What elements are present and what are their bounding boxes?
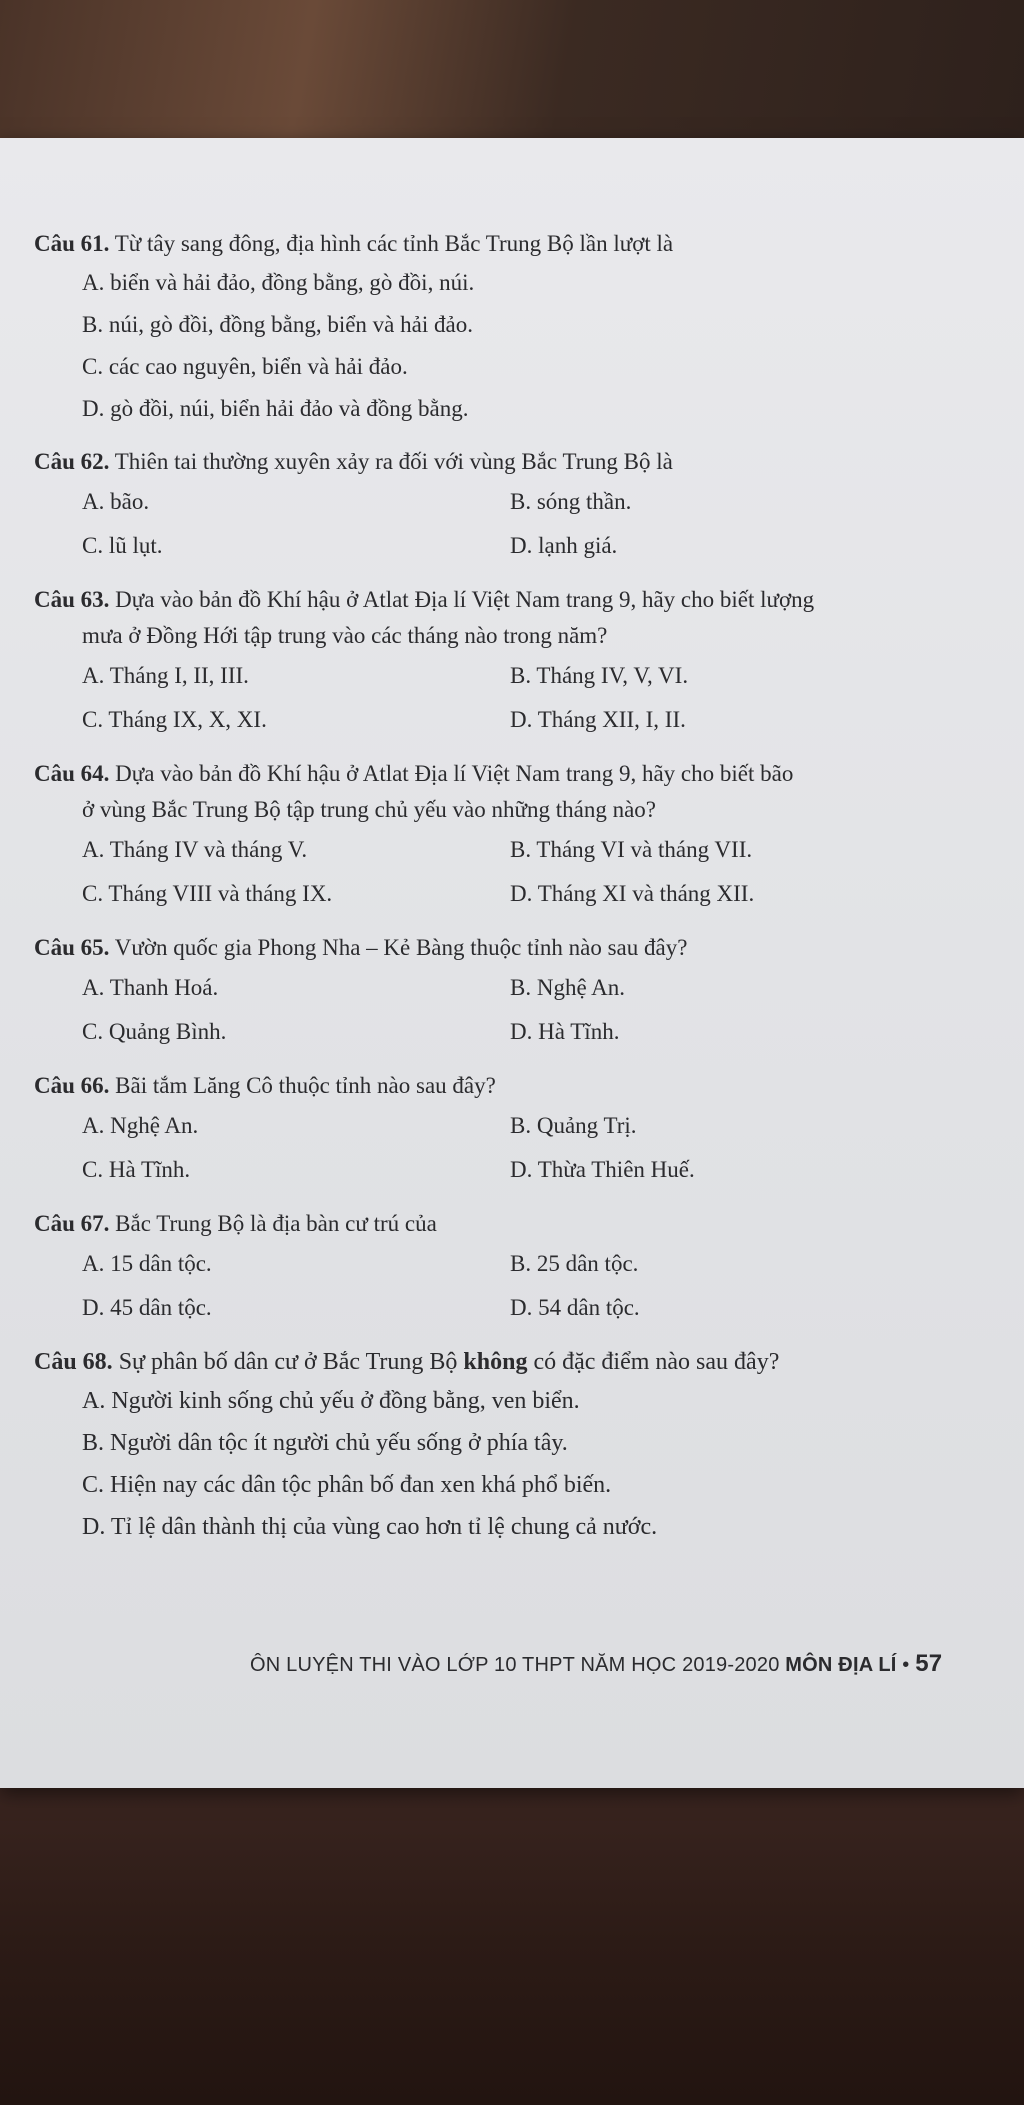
question-text-continued: mưa ở Đồng Hới tập trung vào các tháng nào trong năm? bbox=[82, 623, 608, 648]
option-a: A. bão. bbox=[82, 489, 150, 514]
option-d: D. Tháng XI và tháng XII. bbox=[510, 881, 755, 906]
question-66 bbox=[34, 1068, 994, 1192]
wooden-table-bottom bbox=[0, 1780, 1024, 2105]
question-text-end: có đặc điểm nào sau đây? bbox=[527, 1349, 780, 1375]
question-text: Bãi tắm Lăng Cô thuộc tỉnh nào sau đây? bbox=[109, 1073, 496, 1098]
option-c: C. Hiện nay các dân tộc phân bố đan xen khá phổ biến. bbox=[82, 1472, 612, 1498]
question-label: Câu 66. bbox=[34, 1073, 110, 1098]
question-stem bbox=[34, 1068, 994, 1104]
question-label: Câu 68. bbox=[34, 1349, 113, 1375]
option-d: D. Tháng XII, I, II. bbox=[510, 707, 686, 732]
option-b: B. Tháng IV, V, VI. bbox=[510, 663, 689, 688]
option-b: B. Tháng VI và tháng VII. bbox=[510, 837, 753, 862]
question-stem bbox=[34, 1344, 994, 1380]
question-label: Câu 63. bbox=[34, 587, 110, 612]
question-62 bbox=[34, 444, 994, 568]
option-d: D. Hà Tĩnh. bbox=[510, 1019, 620, 1044]
question-text: Sự phân bố dân cư ở Bắc Trung Bộ bbox=[112, 1349, 464, 1375]
question-text: Từ tây sang đông, địa hình các tỉnh Bắc Trung Bộ lần lượt là bbox=[109, 231, 674, 256]
question-stem bbox=[34, 444, 994, 480]
option-d: D. Thừa Thiên Huế. bbox=[510, 1157, 695, 1182]
option-b: B. Người dân tộc ít người chủ yếu sống ở phía tây. bbox=[82, 1430, 568, 1456]
question-label: Câu 67. bbox=[34, 1211, 110, 1236]
page-footer bbox=[250, 1650, 1000, 1678]
question-67 bbox=[34, 1206, 994, 1330]
question-stem bbox=[34, 930, 994, 966]
footer-bullet: • bbox=[896, 1654, 916, 1676]
options-grid bbox=[34, 654, 994, 742]
question-label: Câu 64. bbox=[34, 761, 110, 786]
question-64 bbox=[34, 756, 994, 916]
question-stem bbox=[34, 226, 994, 262]
option-d: D. gò đồi, núi, biển hải đảo và đồng bằng. bbox=[82, 396, 469, 421]
options-grid bbox=[34, 1104, 994, 1192]
question-stem bbox=[34, 582, 994, 618]
option-d-first: D. 45 dân tộc. bbox=[82, 1295, 212, 1320]
option-c: C. Tháng IX, X, XI. bbox=[82, 707, 267, 732]
options-grid bbox=[34, 480, 994, 568]
question-label: Câu 62. bbox=[34, 449, 110, 474]
option-c: C. Tháng VIII và tháng IX. bbox=[82, 881, 333, 906]
book-page bbox=[0, 138, 1024, 1788]
options-grid bbox=[34, 966, 994, 1054]
option-b: B. Quảng Trị. bbox=[510, 1113, 637, 1138]
footer-title: ÔN LUYỆN THI VÀO LỚP 10 THPT NĂM HỌC 2019-2020 bbox=[250, 1654, 786, 1676]
page-number: 57 bbox=[915, 1650, 943, 1677]
question-text: Thiên tai thường xuyên xảy ra đối với vùng Bắc Trung Bộ là bbox=[109, 449, 673, 474]
option-b: B. sóng thần. bbox=[510, 489, 632, 514]
question-text: Dựa vào bản đồ Khí hậu ở Atlat Địa lí Việt Nam trang 9, hãy cho biết bão bbox=[109, 761, 794, 786]
option-a: A. Tháng IV và tháng V. bbox=[82, 837, 308, 862]
option-c: C. Hà Tĩnh. bbox=[82, 1157, 191, 1182]
question-label: Câu 65. bbox=[34, 935, 110, 960]
questions-list bbox=[34, 226, 994, 1562]
question-stem bbox=[34, 756, 994, 792]
question-text: Vườn quốc gia Phong Nha – Kẻ Bàng thuộc tỉnh nào sau đây? bbox=[109, 935, 688, 960]
option-b: B. 25 dân tộc. bbox=[510, 1251, 639, 1276]
option-d: D. Tỉ lệ dân thành thị của vùng cao hơn tỉ lệ chung cả nước. bbox=[82, 1514, 658, 1540]
option-a: A. 15 dân tộc. bbox=[82, 1251, 212, 1276]
option-b: B. núi, gò đồi, đồng bằng, biển và hải đảo. bbox=[82, 312, 473, 337]
question-63 bbox=[34, 582, 994, 742]
option-b: B. Nghệ An. bbox=[510, 975, 625, 1000]
question-emphasis: không bbox=[463, 1349, 528, 1375]
option-a: A. biển và hải đảo, đồng bằng, gò đồi, núi. bbox=[82, 270, 475, 295]
options-grid bbox=[34, 1242, 994, 1330]
option-a: A. Thanh Hoá. bbox=[82, 975, 219, 1000]
options-grid bbox=[34, 828, 994, 916]
question-61 bbox=[34, 226, 994, 430]
question-stem bbox=[34, 1206, 994, 1242]
option-c: C. Quảng Bình. bbox=[82, 1019, 227, 1044]
option-d: D. lạnh giá. bbox=[510, 533, 618, 558]
option-d-second: D. 54 dân tộc. bbox=[510, 1295, 640, 1320]
option-a: A. Tháng I, II, III. bbox=[82, 663, 249, 688]
wooden-table-top bbox=[0, 0, 1024, 150]
question-text: Bắc Trung Bộ là địa bàn cư trú của bbox=[109, 1211, 437, 1236]
option-c: C. các cao nguyên, biển và hải đảo. bbox=[82, 354, 408, 379]
question-65 bbox=[34, 930, 994, 1054]
question-text-continued: ở vùng Bắc Trung Bộ tập trung chủ yếu vào những tháng nào? bbox=[82, 797, 657, 822]
option-a: A. Người kinh sống chủ yếu ở đồng bằng, ven biển. bbox=[82, 1388, 580, 1414]
option-c: C. lũ lụt. bbox=[82, 533, 163, 558]
question-68 bbox=[34, 1344, 994, 1548]
question-label: Câu 61. bbox=[34, 231, 110, 256]
question-text: Dựa vào bản đồ Khí hậu ở Atlat Địa lí Việt Nam trang 9, hãy cho biết lượng bbox=[109, 587, 815, 612]
option-a: A. Nghệ An. bbox=[82, 1113, 199, 1138]
footer-subject: MÔN ĐỊA LÍ bbox=[785, 1654, 897, 1676]
